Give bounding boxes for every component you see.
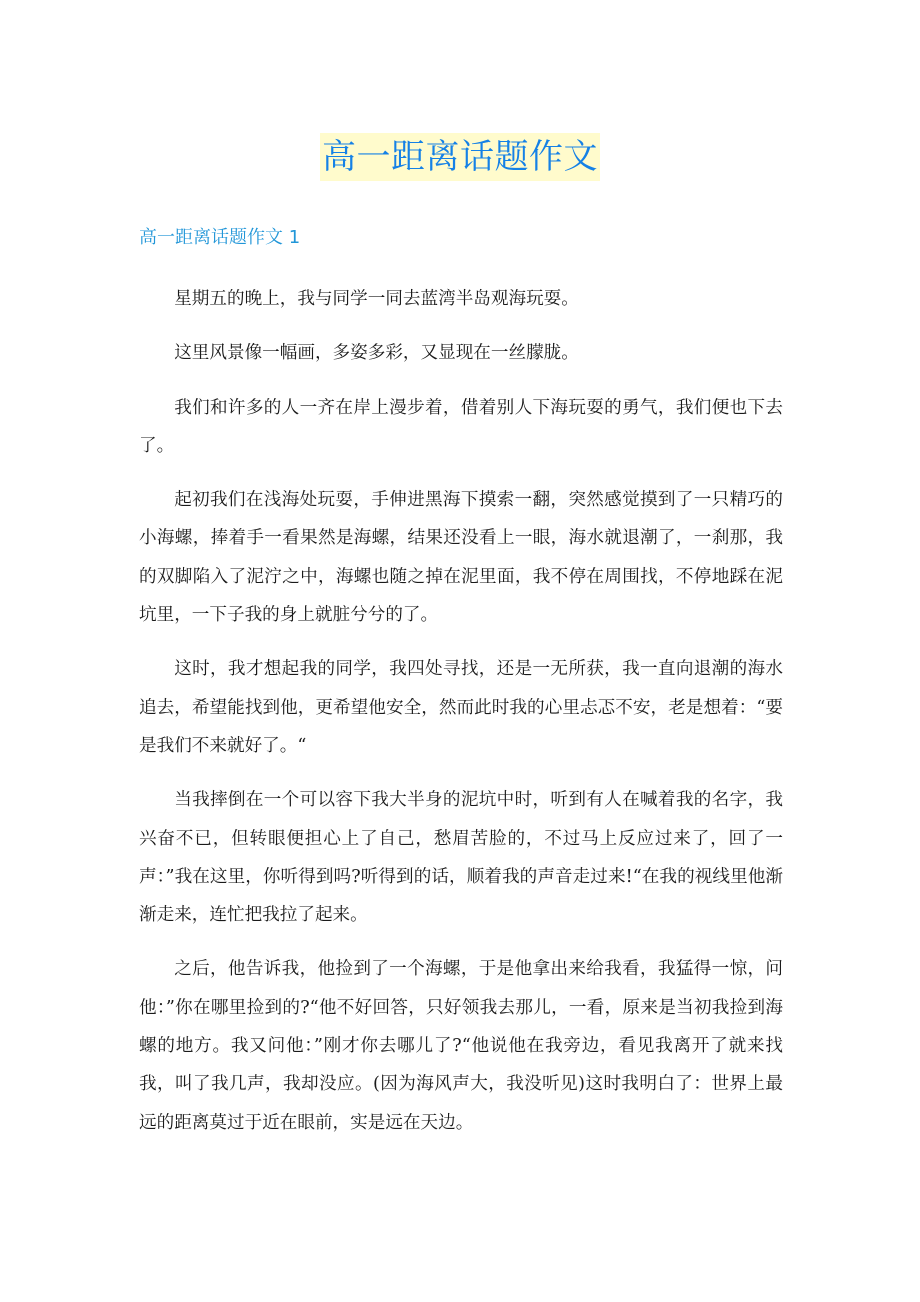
paragraph-5: 这时，我才想起我的同学，我四处寻找，还是一无所获，我一直向退潮的海水追去，希望能找到他，更希望他安全，然而此时我的心里忐忑不安，老是想着：“要是我们不来就好了。“ <box>139 659 783 756</box>
document-title: 高一距离话题作文 <box>320 133 600 181</box>
paragraph-3: 我们和许多的人一齐在岸上漫步着，借着别人下海玩耍的勇气，我们便也下去了。 <box>139 397 783 456</box>
paragraph-1: 星期五的晚上，我与同学一同去蓝湾半岛观海玩耍。 <box>174 289 579 309</box>
paragraph-4: 起初我们在浅海处玩耍，手伸进黑海下摸索一翻，突然感觉摸到了一只精巧的小海螺，捧着手一看果然是海螺，结果还没看上一眼，海水就退潮了，一刹那，我的双脚陷入了泥泞之中，海螺也随之掉在泥里面，我不停在周围找，不停地踩在泥坑里，一下子我的身上就脏兮兮的了。 <box>139 490 783 626</box>
title-container <box>0 133 920 181</box>
paragraph-6: 当我摔倒在一个可以容下我大半身的泥坑中时，听到有人在喊着我的名字，我兴奋不已，但转眼便担心上了自己，愁眉苦脸的，不过马上反应过来了，回了一声：”我在这里，你听得到吗?听得到的话，顺着我的声音走过来!“在我的视线里他渐渐走来，连忙把我拉了起来。 <box>139 790 783 926</box>
essay-body <box>139 280 783 1158</box>
paragraph-2: 这里风景像一幅画，多姿多彩，又显现在一丝朦胧。 <box>174 343 579 364</box>
section-heading: 高一距离话题作文 1 <box>139 227 301 248</box>
paragraph-7: 之后，他告诉我，他捡到了一个海螺，于是他拿出来给我看，我猛得一惊，问他：”你在哪里捡到的?“他不好回答，只好领我去那儿，一看，原来是当初我捡到海螺的地方。我又问他：”刚才你去哪儿了?“他说他在我旁边，看见我离开了就来找我，叫了我几声，我却没应。(因为海风声大，我没听见)这时我明白了：世界上最远的距离莫过于近在眼前，实是远在天边。 <box>139 959 783 1133</box>
